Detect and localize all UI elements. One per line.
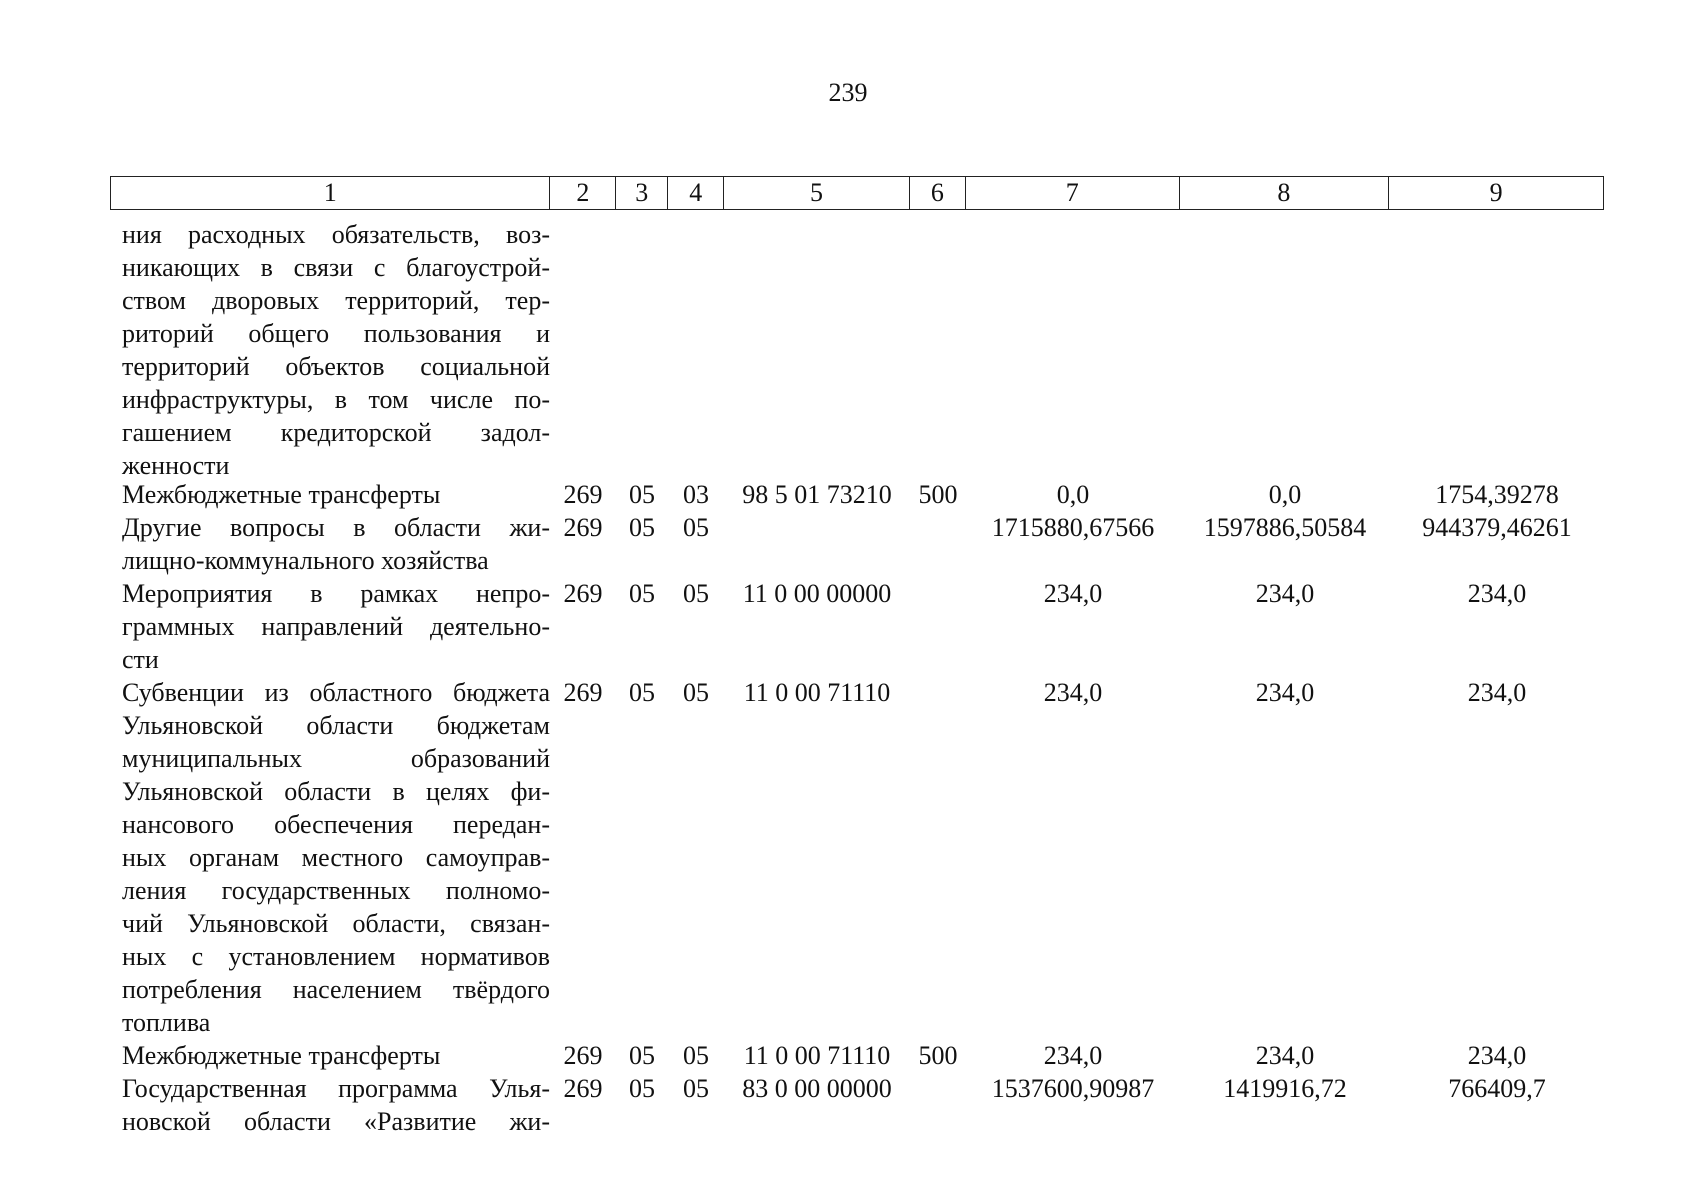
cell-amount-8: 0,0 bbox=[1268, 480, 1302, 509]
name-line: лищно-коммунального хозяйства bbox=[122, 546, 489, 575]
cell-amount-9: 766409,7 bbox=[1448, 1074, 1546, 1103]
cell-ministry: 269 bbox=[563, 579, 603, 608]
cell-subsection: 05 bbox=[683, 579, 709, 608]
row-name bbox=[110, 1072, 550, 1138]
name-line: сти bbox=[122, 645, 159, 674]
cell-section: 05 bbox=[629, 579, 655, 608]
cell-amount-7 bbox=[966, 218, 1180, 482]
cell-type: 500 bbox=[918, 480, 958, 509]
page-number: 239 bbox=[828, 78, 868, 107]
cell-amount-7: 1537600,90987 bbox=[991, 1074, 1155, 1103]
cell-ministry: 269 bbox=[563, 1041, 603, 1070]
cell-amount-9: 944379,46261 bbox=[1422, 513, 1572, 542]
cell-amount-7: 1715880,67566 bbox=[991, 513, 1155, 542]
cell-amount-7: 234,0 bbox=[1043, 579, 1103, 608]
cell-subsection: 05 bbox=[683, 1041, 709, 1070]
cell-amount-8: 1419916,72 bbox=[1223, 1074, 1347, 1103]
cell-section: 05 bbox=[629, 480, 655, 509]
cell-amount-7: 234,0 bbox=[1043, 678, 1103, 707]
cell-target bbox=[724, 511, 910, 577]
cell-amount-9: 1754,39278 bbox=[1435, 480, 1559, 509]
cell-target: 11 0 00 71110 bbox=[743, 678, 891, 707]
name-line: инфраструктуры, в том числе по- bbox=[122, 385, 550, 414]
row-name bbox=[110, 511, 550, 577]
name-line: ных с установлением нормативов bbox=[122, 942, 550, 971]
name-line: Межбюджетные трансферты bbox=[122, 1041, 441, 1070]
cell-amount-8: 234,0 bbox=[1255, 678, 1315, 707]
table-row bbox=[110, 1072, 1604, 1138]
name-line: никающих в связи с благоустрой- bbox=[122, 253, 550, 282]
cell-ministry: 269 bbox=[563, 678, 603, 707]
name-line: Ульяновской области в целях фи- bbox=[122, 777, 550, 806]
name-line: женности bbox=[122, 451, 230, 480]
column-header: 3 bbox=[616, 177, 668, 209]
cell-subsection bbox=[668, 218, 724, 482]
cell-amount-8 bbox=[1180, 218, 1390, 482]
name-line: Другие вопросы в области жи- bbox=[122, 513, 550, 542]
cell-type bbox=[910, 511, 966, 577]
cell-type bbox=[910, 577, 966, 676]
row-name bbox=[110, 478, 550, 511]
cell-subsection: 03 bbox=[683, 480, 709, 509]
name-line: муниципальных образований bbox=[122, 744, 550, 773]
name-line: топлива bbox=[122, 1008, 211, 1037]
cell-amount-8: 234,0 bbox=[1255, 1041, 1315, 1070]
cell-target bbox=[724, 218, 910, 482]
name-line: нансового обеспечения передан- bbox=[122, 810, 550, 839]
name-line: ния расходных обязательств, воз- bbox=[122, 220, 550, 249]
cell-amount-7: 0,0 bbox=[1056, 480, 1090, 509]
cell-amount-8: 234,0 bbox=[1255, 579, 1315, 608]
column-header: 5 bbox=[724, 177, 910, 209]
cell-target: 83 0 00 00000 bbox=[742, 1074, 892, 1103]
name-line: ством дворовых территорий, тер- bbox=[122, 286, 550, 315]
name-line: новской области «Развитие жи- bbox=[122, 1107, 550, 1136]
name-line: ных органам местного самоуправ- bbox=[122, 843, 550, 872]
column-header: 4 bbox=[668, 177, 724, 209]
column-header: 6 bbox=[910, 177, 966, 209]
name-line: чий Ульяновской области, связан- bbox=[122, 909, 550, 938]
name-line: Субвенции из областного бюджета bbox=[122, 678, 550, 707]
cell-target: 98 5 01 73210 bbox=[742, 480, 892, 509]
table-row bbox=[110, 1039, 1604, 1072]
cell-amount-9 bbox=[1390, 218, 1604, 482]
name-line: Государственная программа Улья- bbox=[122, 1074, 550, 1103]
cell-section: 05 bbox=[629, 1074, 655, 1103]
name-line: территорий объектов социальной bbox=[122, 352, 550, 381]
cell-amount-9: 234,0 bbox=[1467, 1041, 1527, 1070]
cell-subsection: 05 bbox=[683, 1074, 709, 1103]
name-line: Межбюджетные трансферты bbox=[122, 480, 441, 509]
table-row bbox=[110, 218, 1604, 482]
cell-ministry: 269 bbox=[563, 480, 603, 509]
table-row bbox=[110, 511, 1604, 577]
cell-section: 05 bbox=[629, 678, 655, 707]
column-header: 9 bbox=[1489, 178, 1503, 207]
column-header: 1 bbox=[111, 177, 550, 209]
cell-type bbox=[910, 1072, 966, 1138]
cell-subsection: 05 bbox=[683, 513, 709, 542]
cell-subsection: 05 bbox=[683, 678, 709, 707]
row-name bbox=[110, 218, 550, 482]
column-header: 8 bbox=[1180, 177, 1390, 209]
cell-type bbox=[910, 676, 966, 1039]
name-line: гашением кредиторской задол- bbox=[122, 418, 550, 447]
table-row bbox=[110, 577, 1604, 676]
cell-ministry bbox=[550, 218, 616, 482]
name-line: Ульяновской области бюджетам bbox=[122, 711, 550, 740]
column-header: 7 bbox=[966, 177, 1180, 209]
cell-target: 11 0 00 71110 bbox=[743, 1041, 891, 1070]
name-line: Мероприятия в рамках непро- bbox=[122, 579, 550, 608]
cell-section: 05 bbox=[629, 513, 655, 542]
column-header: 2 bbox=[550, 177, 616, 209]
cell-section: 05 bbox=[629, 1041, 655, 1070]
cell-type: 500 bbox=[918, 1041, 958, 1070]
name-line: риторий общего пользования и bbox=[122, 319, 550, 348]
name-line: ления государственных полномо- bbox=[122, 876, 550, 905]
cell-section bbox=[616, 218, 668, 482]
cell-type bbox=[910, 218, 966, 482]
cell-amount-7: 234,0 bbox=[1043, 1041, 1103, 1070]
table-row bbox=[110, 478, 1604, 511]
name-line: потребления населением твёрдого bbox=[122, 975, 550, 1004]
row-name bbox=[110, 676, 550, 1039]
cell-target: 11 0 00 00000 bbox=[742, 579, 892, 608]
table-header bbox=[110, 176, 1604, 210]
name-line: граммных направлений деятельно- bbox=[122, 612, 550, 641]
row-name bbox=[110, 577, 550, 676]
table-row bbox=[110, 676, 1604, 1039]
cell-ministry: 269 bbox=[563, 513, 603, 542]
cell-ministry: 269 bbox=[563, 1074, 603, 1103]
cell-amount-9: 234,0 bbox=[1467, 579, 1527, 608]
cell-amount-9: 234,0 bbox=[1467, 678, 1527, 707]
row-name bbox=[110, 1039, 550, 1072]
cell-amount-8: 1597886,50584 bbox=[1203, 513, 1367, 542]
